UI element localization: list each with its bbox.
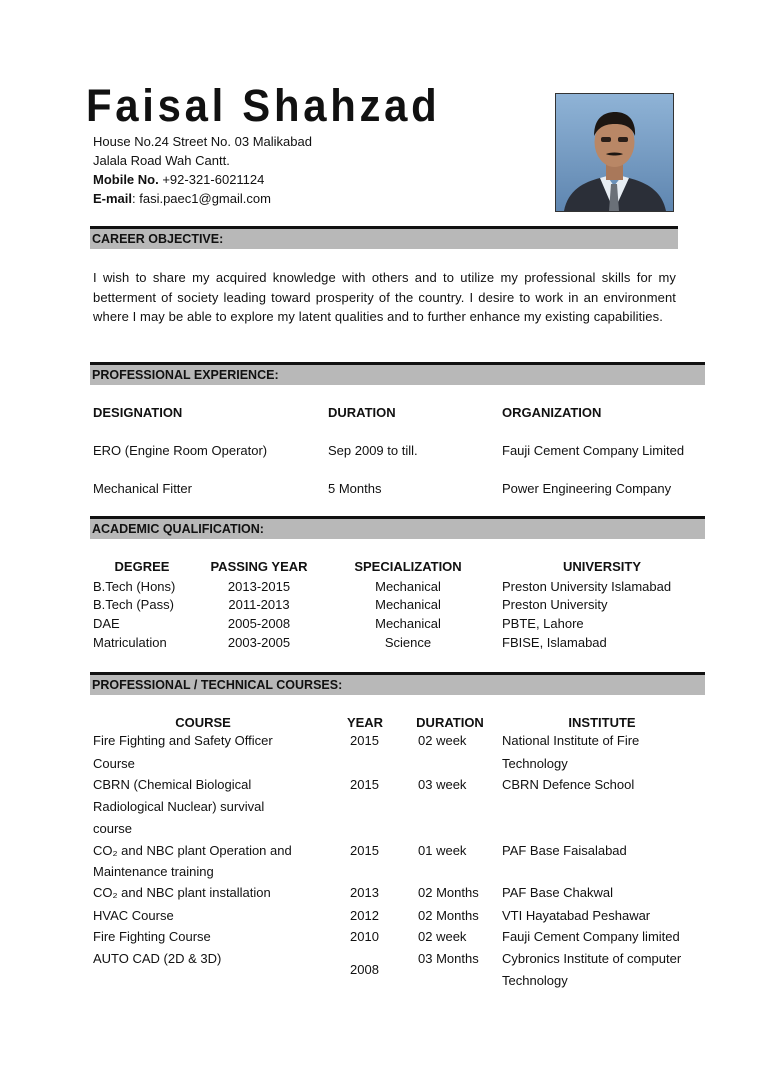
exp-row-1-duration: Sep 2009 to till. (328, 443, 418, 458)
exp-row-2-organization: Power Engineering Company (502, 481, 672, 496)
acad-row-2-university: Preston University (502, 597, 608, 612)
course-row-1-year: 2015 (350, 733, 379, 748)
course-row-1-institute-l1: National Institute of Fire (502, 733, 640, 748)
course-row-6-year: 2010 (350, 929, 379, 944)
candidate-name: Faisal Shahzad (86, 80, 441, 131)
email-label: E-mail (93, 191, 133, 206)
email-value: : fasi.paec1@gmail.com (132, 191, 271, 206)
acad-header-specialization: SPECIALIZATION (354, 559, 462, 574)
course-row-3-duration: 01 week (418, 843, 467, 858)
exp-header-organization: ORGANIZATION (502, 405, 602, 420)
acad-header-passing-year: PASSING YEAR (210, 559, 308, 574)
course-row-2-duration: 03 week (418, 777, 467, 792)
exp-row-1-organization: Fauji Cement Company Limited (502, 443, 685, 458)
course-header-year: YEAR (346, 715, 384, 730)
course-row-5-name: HVAC Course (93, 908, 174, 923)
acad-row-4-university: FBISE, Islamabad (502, 635, 607, 650)
course-row-3-name-l1: CO₂ and NBC plant Operation and (93, 843, 292, 858)
mobile-line (93, 170, 264, 189)
address-line-1: House No.24 Street No. 03 Malikabad (93, 134, 312, 149)
course-row-2-institute: CBRN Defence School (502, 777, 635, 792)
acad-header-university: UNIVERSITY (562, 559, 641, 574)
acad-row-2-specialization: Mechanical (375, 597, 441, 612)
course-row-7-name: AUTO CAD (2D & 3D) (93, 951, 222, 966)
acad-row-4-degree: Matriculation (93, 635, 167, 650)
course-row-6-institute: Fauji Cement Company limited (502, 929, 680, 944)
course-row-1-name-l2: Course (93, 756, 135, 771)
course-header-institute: INSTITUTE (568, 715, 636, 730)
acad-row-3-university: PBTE, Lahore (502, 616, 584, 631)
acad-row-2-year: 2011-2013 (228, 597, 290, 612)
course-row-4-year: 2013 (350, 885, 379, 900)
course-row-4-duration: 02 Months (418, 885, 479, 900)
career-section-title: CAREER OBJECTIVE: (90, 229, 678, 249)
course-row-3-name-l2: Maintenance training (93, 864, 214, 879)
course-header-course: COURSE (175, 715, 231, 730)
acad-row-2-degree: B.Tech (Pass) (93, 597, 174, 612)
courses-section-title: PROFESSIONAL / TECHNICAL COURSES: (90, 675, 705, 695)
course-row-3-institute: PAF Base Faisalabad (502, 843, 627, 858)
acad-row-4-specialization: Science (384, 635, 432, 650)
email-line (93, 189, 271, 208)
course-row-4-institute: PAF Base Chakwal (502, 885, 614, 900)
acad-header-degree: DEGREE (114, 559, 170, 574)
course-row-7-institute-l1: Cybronics Institute of computer (502, 951, 682, 966)
acad-row-1-degree: B.Tech (Hons) (93, 579, 176, 594)
acad-row-4-year: 2003-2005 (227, 635, 291, 650)
course-row-1-duration: 02 week (418, 733, 467, 748)
course-row-6-name: Fire Fighting Course (93, 929, 211, 944)
exp-header-duration: DURATION (328, 405, 396, 420)
course-row-7-duration: 03 Months (418, 951, 479, 966)
acad-row-1-year: 2013-2015 (227, 579, 291, 594)
address-line-2: Jalala Road Wah Cantt. (93, 153, 230, 168)
course-row-7-institute-l2: Technology (502, 973, 568, 988)
experience-section-title: PROFESSIONAL EXPERIENCE: (90, 365, 705, 385)
exp-row-2-duration: 5 Months (328, 481, 382, 496)
course-row-7-year: 2008 (350, 962, 379, 977)
academic-section-title: ACADEMIC QUALIFICATION: (90, 519, 705, 539)
exp-header-designation: DESIGNATION (93, 405, 183, 420)
acad-row-1-specialization: Mechanical (375, 579, 441, 594)
course-row-2-name-l3: course (93, 821, 133, 836)
course-header-duration: DURATION (416, 715, 484, 730)
course-row-5-institute: VTI Hayatabad Peshawar (502, 908, 651, 923)
exp-row-1-designation: ERO (Engine Room Operator) (93, 443, 268, 458)
acad-row-3-degree: DAE (93, 616, 120, 631)
course-row-5-duration: 02 Months (418, 908, 479, 923)
course-row-1-institute-l2: Technology (502, 756, 568, 771)
course-row-2-name-l1: CBRN (Chemical Biological (93, 777, 252, 792)
course-row-5-year: 2012 (350, 908, 379, 923)
course-row-2-name-l2: Radiological Nuclear) survival (93, 799, 265, 814)
career-objective-text: I wish to share my acquired knowledge with others and to utilize my professional skills for my betterment of society leading toward prosperity of the country. I desire to work in an environment where I may be able to explore my latent qualities and to further enhance my existing capabilities. (93, 270, 676, 324)
course-row-6-duration: 02 week (418, 929, 467, 944)
course-row-4-name: CO₂ and NBC plant installation (93, 885, 271, 900)
exp-row-2-designation: Mechanical Fitter (93, 481, 192, 496)
profile-photo (555, 93, 674, 212)
course-row-1-name-l1: Fire Fighting and Safety Officer (93, 733, 273, 748)
mobile-value: +92-321-6021124 (158, 172, 265, 187)
course-row-3-year: 2015 (350, 843, 379, 858)
acad-row-3-specialization: Mechanical (375, 616, 441, 631)
mobile-label: Mobile No. (93, 172, 159, 187)
acad-row-3-year: 2005-2008 (227, 616, 291, 631)
acad-row-1-university: Preston University Islamabad (502, 579, 672, 594)
course-row-2-year: 2015 (350, 777, 379, 792)
